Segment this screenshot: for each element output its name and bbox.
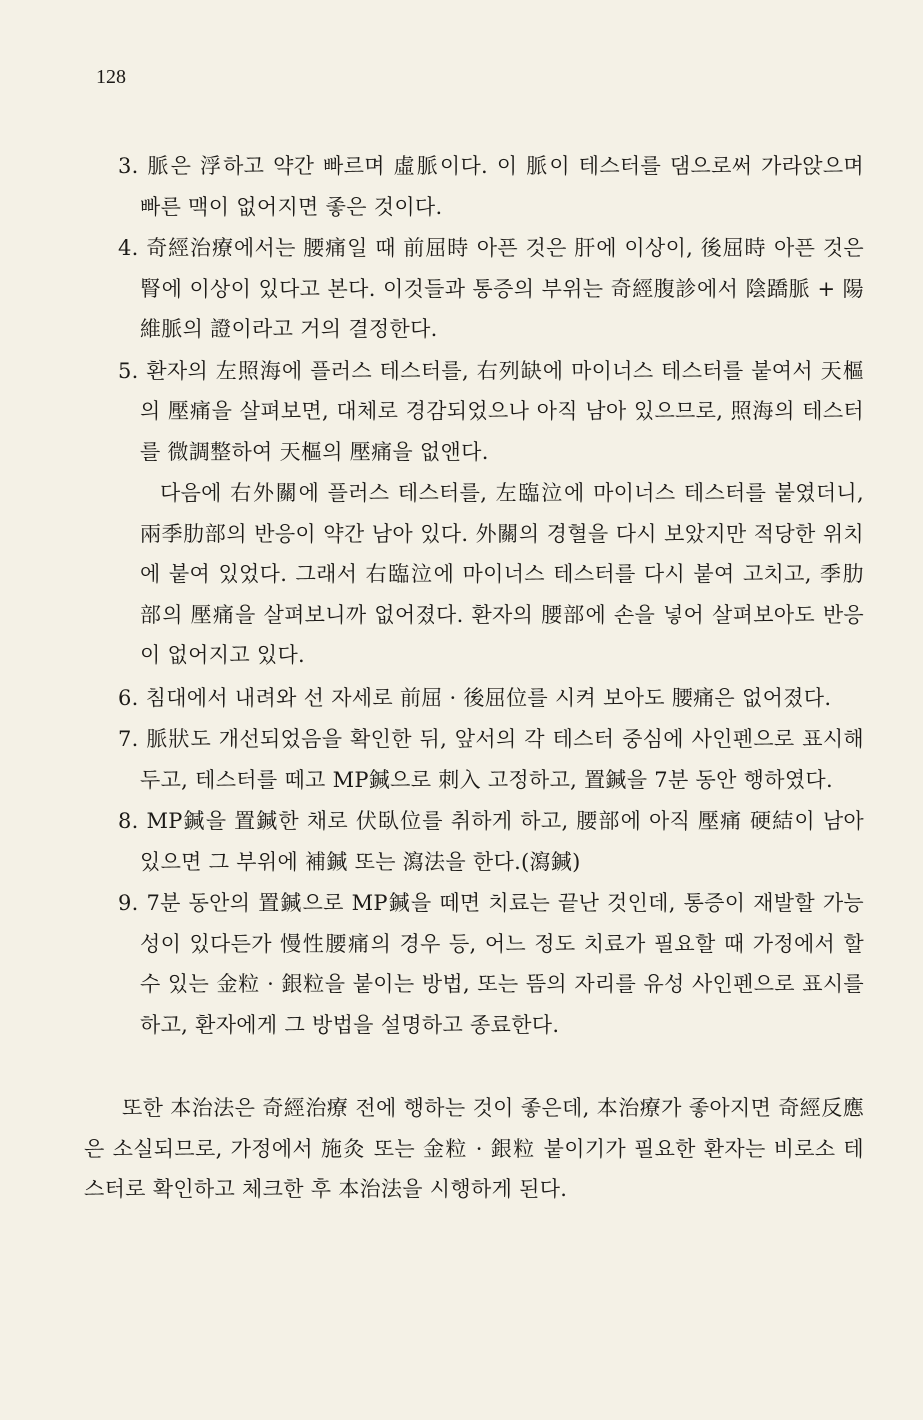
numbered-list-cont xyxy=(84,678,864,1046)
list-item-7: 7. 脈狀도 개선되었음을 확인한 뒤, 앞서의 각 테스터 중심에 사인펜으로 표시해 두고, 테스터를 떼고 MP鍼으로 刺入 고정하고, 置鍼을 7분 동안 행하였다. xyxy=(118,727,864,792)
list-item-4: 4. 奇經治療에서는 腰痛일 때 前屈時 아픈 것은 肝에 이상이, 後屈時 아픈 것은 腎에 이상이 있다고 본다. 이것들과 통증의 부위는 奇經腹診에서 陰蹻脈 + 陽維脈의 證이라고 거의 결정한다. xyxy=(118,236,864,341)
list-item-5: 5. 환자의 左照海에 플러스 테스터를, 右列缺에 마이너스 테스터를 붙여서 天樞의 壓痛을 살펴보면, 대체로 경감되었으나 아직 남아 있으므로, 照海의 테스터를 微調整하여 天樞의 壓痛을 없앤다. xyxy=(118,358,864,464)
list-item-8: 8. MP鍼을 置鍼한 채로 伏臥位를 취하게 하고, 腰部에 아직 壓痛 硬結이 남아 있으면 그 부위에 補鍼 또는 瀉法을 한다.(瀉鍼) xyxy=(118,809,864,874)
list-item-3: 3. 脈은 浮하고 약간 빠르며 虛脈이다. 이 脈이 테스터를 댐으로써 가라앉으며 빠른 맥이 없어지면 좋은 것이다. xyxy=(118,154,864,219)
page-number: 128 xyxy=(96,66,126,88)
list-item-9: 9. 7분 동안의 置鍼으로 MP鍼을 떼면 치료는 끝난 것인데, 통증이 재발할 가능성이 있다든가 慢性腰痛의 경우 등, 어느 정도 치료가 필요할 때 가정에서 할 수 있는 金粒 · 銀粒을 붙이는 방법, 또는 뜸의 자리를 유성 사인펜으로 표시를 하고, 환자에게 그 방법을 설명하고 종료한다. xyxy=(118,891,864,1037)
closing-paragraph: 또한 本治法은 奇經治療 전에 행하는 것이 좋은데, 本治療가 좋아지면 奇經反應은 소실되므로, 가정에서 施灸 또는 金粒 · 銀粒 붙이기가 필요한 환자는 비로소 테스터로 확인하고 체크한 후 本治法을 시행하게 된다. xyxy=(84,1096,864,1201)
list-item-6: 6. 침대에서 내려와 선 자세로 前屈 · 後屈位를 시켜 보아도 腰痛은 없어졌다. xyxy=(118,685,832,710)
list-item-5-continuation: 다음에 右外關에 플러스 테스터를, 左臨泣에 마이너스 테스터를 붙였더니, 兩季肋部의 반응이 약간 남아 있다. 外關의 경혈을 다시 보았지만 적당한 위치에 붙여 있었다. 그래서 右臨泣에 마이너스 테스터를 다시 붙여 고치고, 季肋部의 壓痛을 살펴보니까 없어졌다. 환자의 腰部에 손을 넣어 살펴보아도 반응이 없어지고 있다. xyxy=(140,481,864,667)
numbered-list xyxy=(84,146,864,472)
page-body xyxy=(84,146,864,1210)
